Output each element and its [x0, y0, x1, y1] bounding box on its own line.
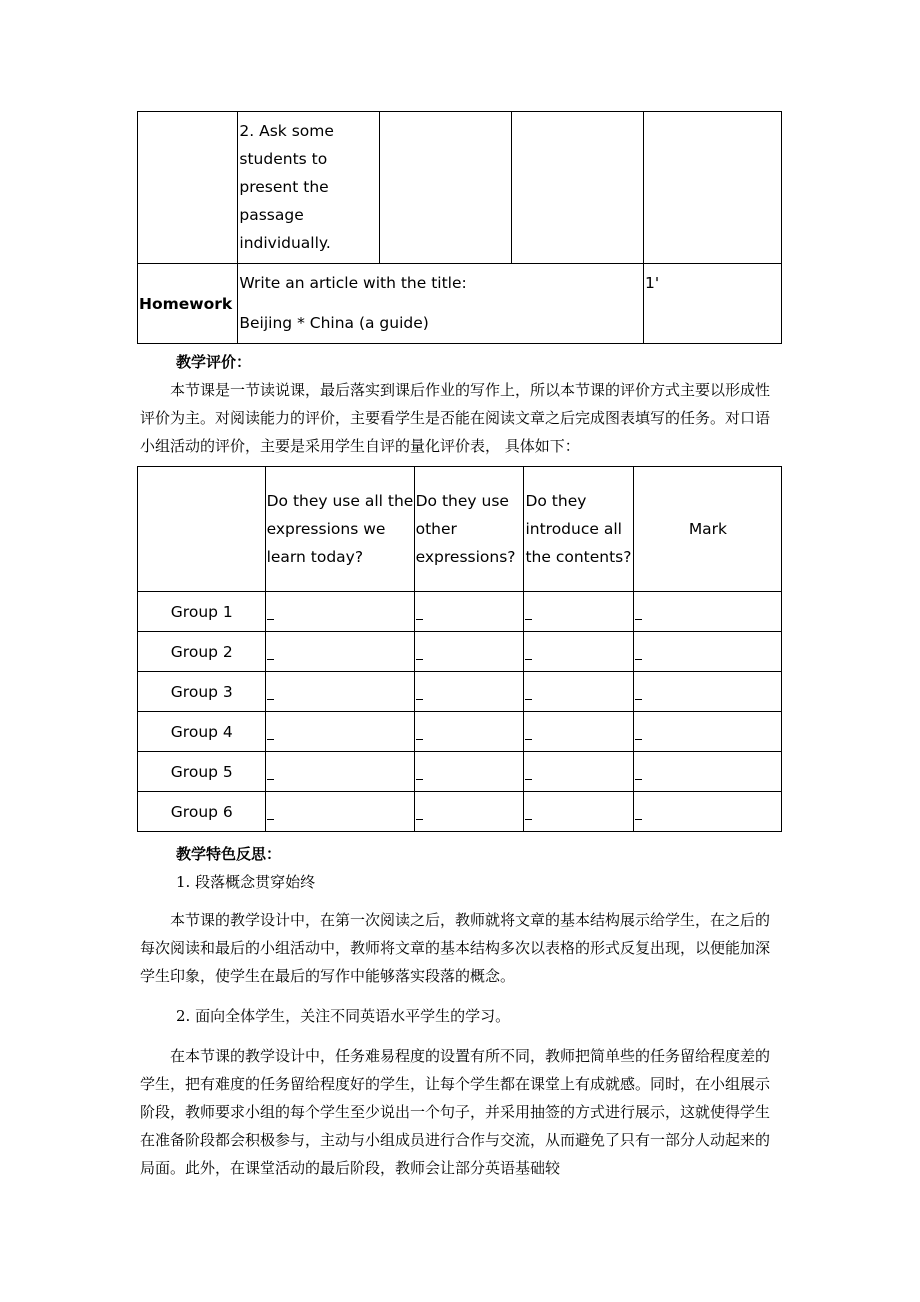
- score-cell: [265, 712, 414, 752]
- table-row: [138, 672, 782, 712]
- score-cell: [265, 632, 414, 672]
- reflection-item-1-text: 本节课的教学设计中，在第一次阅读之后，教师就将文章的基本结构展示给学生，在之后的每次阅读和最后的小组活动中，教师将文章的基本结构多次以表格的形式反复出现，以便能加深学生印象，使学生在最后的写作中能够落实段落的概念。: [140, 911, 771, 985]
- score-cell: [524, 752, 633, 792]
- lesson-plan-table: [137, 111, 782, 344]
- homework-task-cell: [238, 264, 644, 344]
- score-cell: [633, 792, 781, 832]
- evaluation-paragraph: 本节课是一节读说课，最后落实到课后作业的写作上，所以本节课的评价方式主要以形成性评价为主。对阅读能力的评价，主要看学生是否能在阅读文章之后完成图表填写的任务。对口语小组活动的评价，主要是采用学生自评的量化评价表， 具体如下：: [140, 381, 771, 455]
- score-cell: [414, 752, 524, 792]
- group-label: Group 2: [138, 632, 266, 672]
- homework-row: [138, 264, 782, 344]
- column-header: Do they use other expressions?: [414, 467, 524, 592]
- reflection-heading: 教学特色反思：: [176, 845, 282, 863]
- table-cell: [138, 112, 238, 264]
- table-row: [138, 792, 782, 832]
- reflection-item-1-title: 1. 段落概念贯穿始终: [176, 873, 316, 891]
- column-header: Do they introduce all the contents?: [524, 467, 633, 592]
- group-label: Group 6: [138, 792, 266, 832]
- score-cell: [524, 792, 633, 832]
- evaluation-heading: 教学评价：: [176, 353, 252, 371]
- group-label: Group 1: [138, 592, 266, 632]
- score-cell: [265, 752, 414, 792]
- score-cell: [524, 592, 633, 632]
- group-label: Group 4: [138, 712, 266, 752]
- score-cell: [633, 592, 781, 632]
- self-evaluation-table: [137, 466, 782, 832]
- column-header: Do they use all the expressions we learn today?: [265, 467, 414, 592]
- score-cell: [633, 672, 781, 712]
- score-cell: [414, 712, 524, 752]
- table-row: [138, 752, 782, 792]
- reflection-item-2-title: 2. 面向全体学生，关注不同英语水平学生的学习。: [176, 1007, 511, 1025]
- score-cell: [414, 672, 524, 712]
- score-cell: [414, 792, 524, 832]
- table-header-row: [138, 467, 782, 592]
- table-cell: [511, 112, 643, 264]
- score-cell: [414, 592, 524, 632]
- score-cell: [265, 672, 414, 712]
- score-cell: [524, 632, 633, 672]
- table-cell: [138, 467, 266, 592]
- table-row: [138, 112, 782, 264]
- group-label: Group 3: [138, 672, 266, 712]
- homework-task-line-1: Write an article with the title:: [239, 274, 467, 292]
- table-row: [138, 592, 782, 632]
- table-row: [138, 712, 782, 752]
- score-cell: [524, 712, 633, 752]
- score-cell: [414, 632, 524, 672]
- homework-task-line-2: Beijing * China (a guide): [239, 314, 429, 332]
- homework-time: 1': [643, 264, 781, 344]
- score-cell: [265, 592, 414, 632]
- step-cell: 2. Ask some students to present the passage individually.: [238, 112, 379, 264]
- table-row: [138, 632, 782, 672]
- table-cell: [643, 112, 781, 264]
- score-cell: [265, 792, 414, 832]
- score-cell: [633, 712, 781, 752]
- group-label: Group 5: [138, 752, 266, 792]
- reflection-item-2-text: 在本节课的教学设计中，任务难易程度的设置有所不同，教师把简单些的任务留给程度差的学生，把有难度的任务留给程度好的学生，让每个学生都在课堂上有成就感。同时，在小组展示阶段，教师要求小组的每个学生至少说出一个句子，并采用抽签的方式进行展示，这就使得学生在准备阶段都会积极参与，主动与小组成员进行合作与交流，从而避免了只有一部分人动起来的局面。此外，在课堂活动的最后阶段，教师会让部分英语基础较: [140, 1047, 771, 1177]
- score-cell: [633, 752, 781, 792]
- score-cell: [633, 632, 781, 672]
- table-cell: [379, 112, 511, 264]
- homework-label: Homework: [138, 264, 238, 344]
- score-cell: [524, 672, 633, 712]
- column-header-mark: Mark: [633, 467, 781, 592]
